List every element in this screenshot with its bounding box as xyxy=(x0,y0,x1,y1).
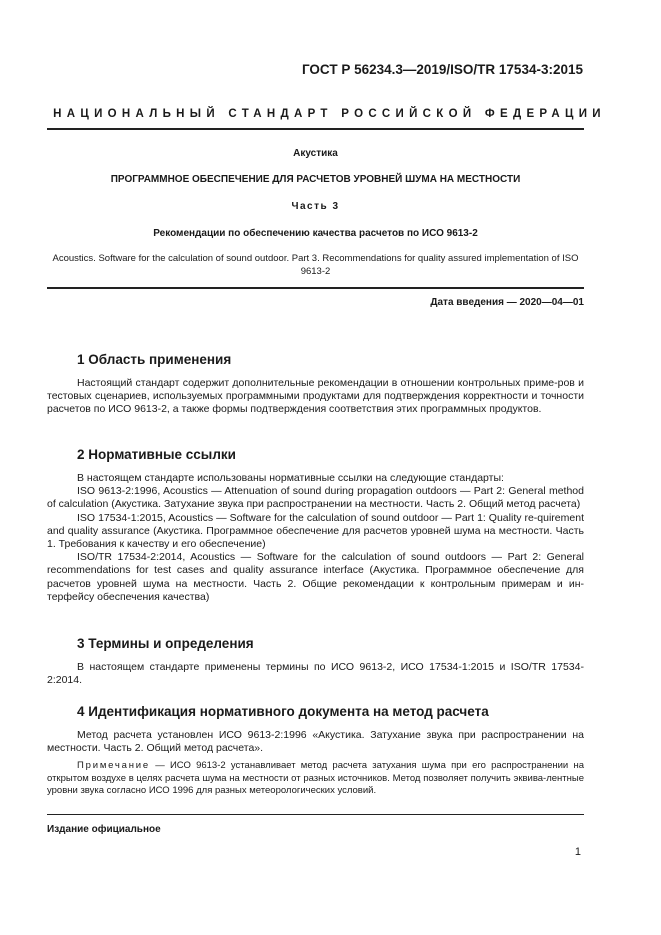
section-1-paragraph-1: Настоящий стандарт содержит дополнительные рекомендации в отношении контрольных приме-ров и тестовых сценариев, используемых программными продуктами для подтверждения корректности и точности расчетов по ИСО 9613-2, а также формы подтверждения соответствия этих программных продуктов. xyxy=(47,377,584,416)
page-number: 1 xyxy=(574,846,581,858)
footer-rule xyxy=(47,814,584,815)
section-1-heading: 1 Область применения xyxy=(77,352,232,367)
note-paragraph xyxy=(47,760,584,798)
national-standard-banner: НАЦИОНАЛЬНЫЙ СТАНДАРТ РОССИЙСКОЙ ФЕДЕРАЦИИ xyxy=(53,108,606,120)
title-part: Часть 3 xyxy=(291,201,340,212)
section-2-reference-iso-tr-17534-2: ISO/TR 17534-2:2014, Acoustics — Software for the calculation of sound outdoors — Part 2: General recommendations for test cases and quality assurance interface (Акустика. Программное обеспечение для расчетов уровней шума на местности. Часть 2. Общие рекомендации к контрольным примерам и ин-терфейсу обеспечения качества) xyxy=(47,551,584,603)
title-part-title: Рекомендации по обеспечению качества расчетов по ИСО 9613-2 xyxy=(153,228,478,239)
section-2-reference-iso-17534-1: ISO 17534-1:2015, Acoustics — Software for the calculation of sound outdoor — Part 1: Quality re-quirement and quality assurance (Акустика. Программное обеспечение для расчетов уровней шума на местности. Часть 1. Требования к качеству и его обеспечение) xyxy=(47,511,584,551)
note-text: — ИСО 9613-2 устанавливает метод расчета затухания шума при его распространении на открытом воздухе в целях расчета шума на местности от разных источников. Метод позволяет получить эквива-лентные уровни звука согласно ИСО 1996 для разных метеорологических условий. xyxy=(47,760,584,796)
section-4-paragraph-1: Метод расчета установлен ИСО 9613-2:1996 «Акустика. Затухание звука при распространении на местности. Часть 2. Общий метод расчета». xyxy=(47,729,584,755)
introduction-date: Дата введения — 2020—04—01 xyxy=(430,297,584,308)
title-subject: Акустика xyxy=(293,148,338,159)
note-label: Примечание xyxy=(77,760,150,771)
header-rule xyxy=(47,128,584,130)
document-code: ГОСТ Р 56234.3—2019/ISO/TR 17534-3:2015 xyxy=(301,62,583,77)
section-1-body xyxy=(47,377,584,417)
section-3-heading: 3 Термины и определения xyxy=(77,636,254,651)
section-4-note xyxy=(47,760,584,798)
section-2-reference-iso-9613-2: ISO 9613-2:1996, Acoustics — Attenuation of sound during propagation outdoors — Part 2: General method of calculation (Акустика. Затухание звука при распространении на местности. Часть 2. Общий метод расчета) xyxy=(47,485,584,511)
section-2-paragraph-1: В настоящем стандарте использованы нормативные ссылки на следующие стандарты: xyxy=(77,472,504,484)
title-english: Acoustics. Software for the calculation of sound outdoor. Part 3. Recommendations for quality assured implementation of ISO 9613-2 xyxy=(52,253,579,277)
official-edition-label: Издание официальное xyxy=(47,824,161,835)
section-2-heading: 2 Нормативные ссылки xyxy=(77,447,236,462)
section-4-body xyxy=(47,729,584,755)
section-3-body xyxy=(47,661,584,687)
title-rule xyxy=(47,287,584,289)
title-main: ПРОГРАММНОЕ ОБЕСПЕЧЕНИЕ ДЛЯ РАСЧЕТОВ УРОВНЕЙ ШУМА НА МЕСТНОСТИ xyxy=(110,174,521,185)
section-4-heading: 4 Идентификация нормативного документа на метод расчета xyxy=(77,704,489,719)
section-3-paragraph-1: В настоящем стандарте применены термины по ИСО 9613-2, ИСО 17534-1:2015 и ISO/TR 17534-2:2014. xyxy=(47,661,584,687)
section-2-body xyxy=(47,472,584,604)
